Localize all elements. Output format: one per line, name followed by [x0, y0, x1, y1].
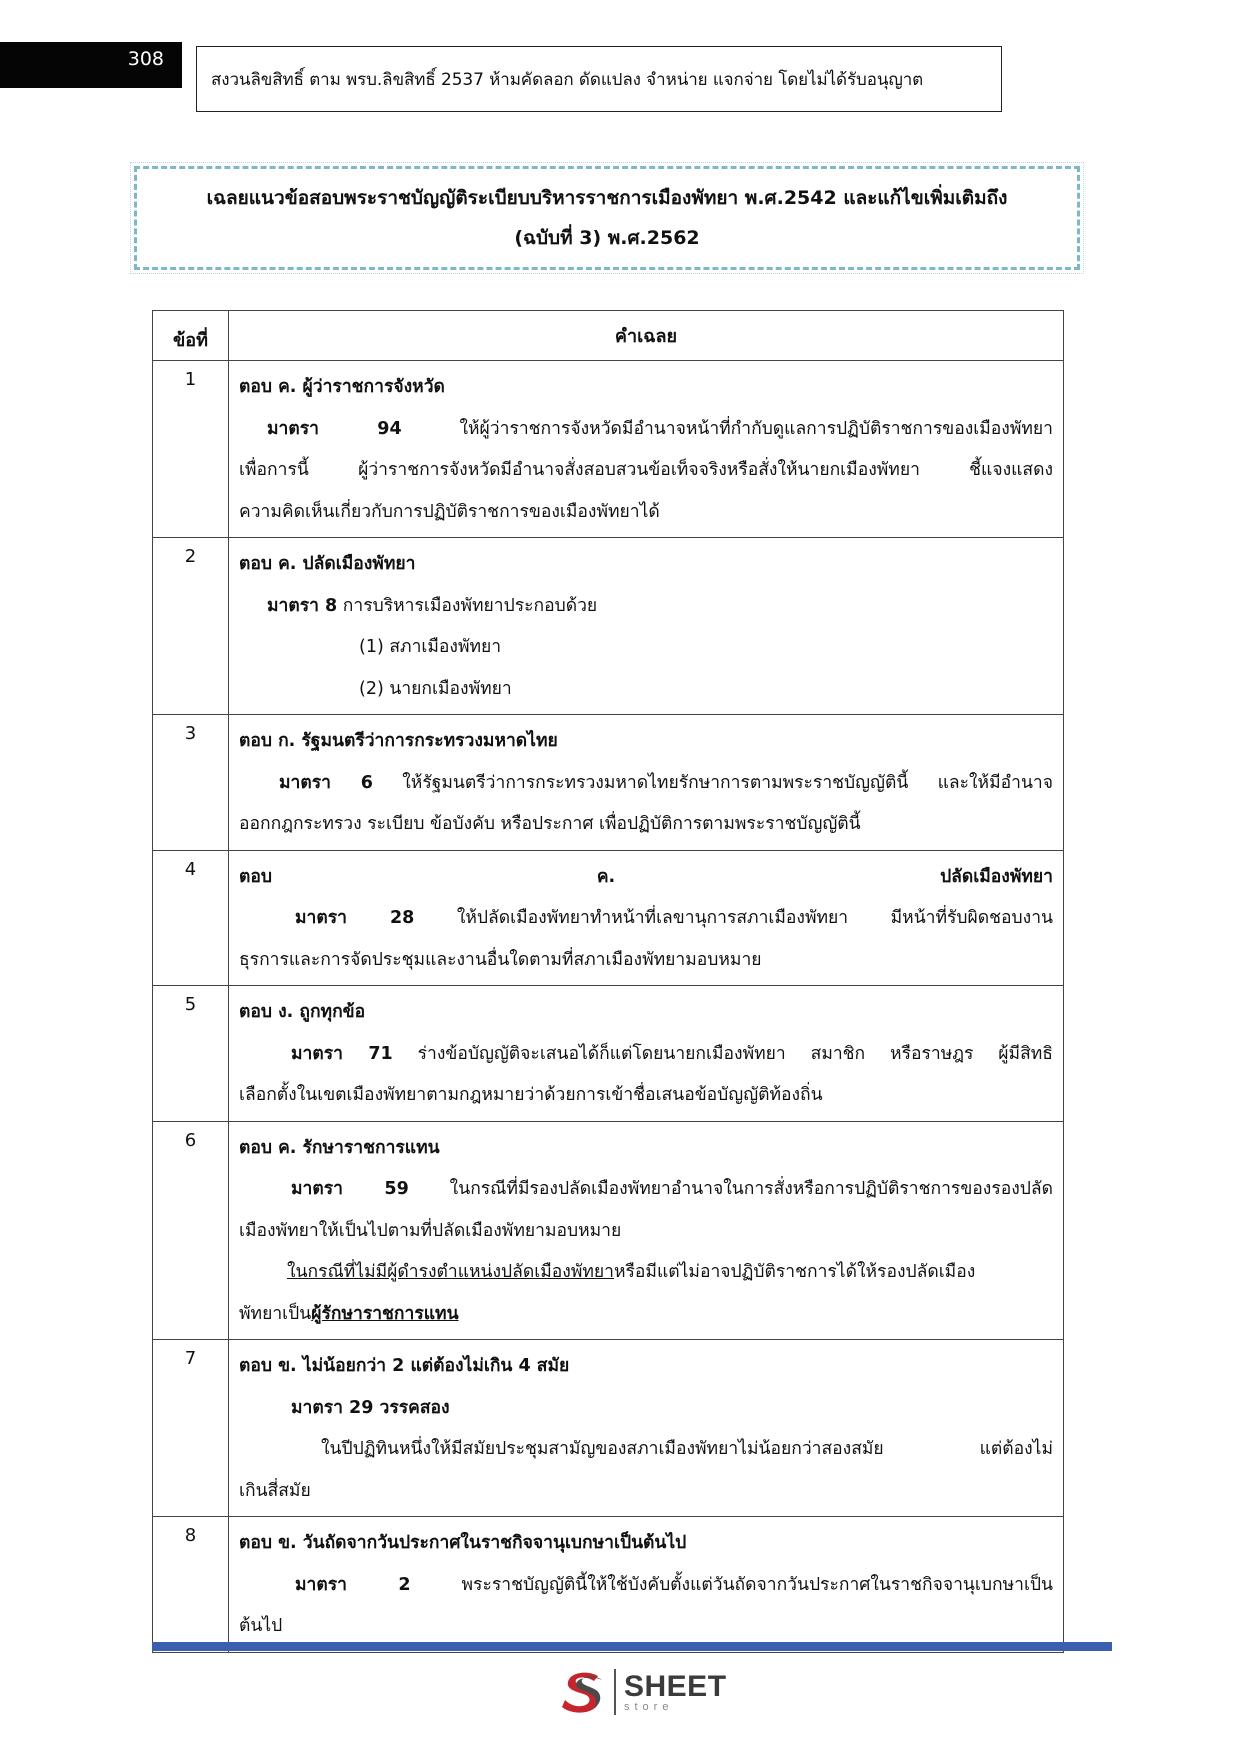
- law-text-line: เพื่อการนี้ ผู้ว่าราชการจังหวัดมีอำนาจสั่งสอบสวนข้อเท็จจริงหรือสั่งให้นายกเมืองพัทยา ชี้แจงแสดง: [239, 460, 1053, 480]
- law-text-line: ร่างข้อบัญญัติจะเสนอได้ก็แต่โดยนายกเมืองพัทยา สมาชิก หรือราษฎร ผู้มีสิทธิ: [392, 1043, 1053, 1064]
- answer-table: [152, 310, 1064, 1653]
- row-answer: [229, 361, 1064, 538]
- law-text-line: เกินสี่สมัย: [239, 1480, 311, 1501]
- answer-choice: ตอบ ค. ผู้ว่าราชการจังหวัด: [239, 377, 445, 397]
- table-row: [153, 850, 1064, 986]
- row-number: 5: [153, 986, 229, 1122]
- table-row: [153, 1121, 1064, 1340]
- answer-choice: ตอบ ค. รักษาราชการแทน: [239, 1137, 440, 1158]
- logo-divider: [614, 1669, 616, 1715]
- law-text-line: ธุรการและการจัดประชุมและงานอื่นใดตามที่สภาเมืองพัทยามอบหมาย: [239, 949, 762, 970]
- law-section: มาตรา 94: [267, 418, 402, 439]
- law-section: มาตรา 71: [291, 1043, 393, 1064]
- law-text-line: หรือมีแต่ไม่อาจปฏิบัติราชการได้ให้รองปลัดเมือง: [613, 1262, 976, 1282]
- law-text-line: ต้นไป: [239, 1616, 283, 1636]
- table-row: [153, 1340, 1064, 1517]
- law-text-line: ให้รัฐมนตรีว่าการกระทรวงมหาดไทยรักษาการตามพระราชบัญญัตินี้ และให้มีอำนาจ: [372, 772, 1053, 793]
- row-number: 8: [153, 1517, 229, 1653]
- row-answer: [229, 1121, 1064, 1340]
- row-number: 7: [153, 1340, 229, 1517]
- answer-choice-text: ตอบ ค. ปลัดเมืองพัทยา: [239, 866, 1053, 887]
- row-number: 3: [153, 715, 229, 851]
- law-list-item: (1) สภาเมืองพัทยา: [359, 637, 502, 657]
- law-text-line: พระราชบัญญัตินี้ให้ใช้บังคับตั้งแต่วันถัดจากวันประกาศในราชกิจจานุเบกษาเป็น: [410, 1574, 1053, 1595]
- row-answer: [229, 715, 1064, 851]
- sheet-store-logo: [558, 1666, 727, 1718]
- law-section: มาตรา 28: [295, 908, 415, 928]
- table-row: [153, 1517, 1064, 1653]
- law-text-line: ให้ปลัดเมืองพัทยาทำหน้าที่เลขานุการสภาเมืองพัทยา มีหน้าที่รับผิดชอบงาน: [414, 908, 1053, 928]
- underlined-text: ในกรณีที่ไม่มีผู้ดำรงตำแหน่งปลัดเมืองพัทยา: [287, 1262, 614, 1282]
- law-text-line: การบริหารเมืองพัทยาประกอบด้วย: [337, 595, 598, 616]
- row-number: 2: [153, 538, 229, 715]
- row-answer: [229, 1517, 1064, 1653]
- table-row: [153, 538, 1064, 715]
- header-answer: คำเฉลย: [229, 311, 1064, 361]
- title-frame: [134, 166, 1080, 270]
- law-text-line: ในกรณีที่มีรองปลัดเมืองพัทยาอำนาจในการสั่งหรือการปฏิบัติราชการของรองปลัด: [408, 1179, 1053, 1199]
- law-text: [239, 1252, 1053, 1294]
- footer-bar: [152, 1642, 1112, 1651]
- law-text: [239, 898, 1053, 940]
- law-section: มาตรา 59: [291, 1179, 409, 1199]
- law-text-line: เลือกตั้งในเขตเมืองพัทยาตามกฎหมายว่าด้วยการเข้าชื่อเสนอข้อบัญญัติท้องถิ่น: [239, 1085, 823, 1105]
- law-text: [239, 1294, 1053, 1336]
- answer-choice: [239, 857, 1053, 899]
- law-text-line: ให้ผู้ว่าราชการจังหวัดมีอำนาจหน้าที่กำกับดูแลการปฏิบัติราชการของเมืองพัทยา: [401, 418, 1053, 439]
- answer-choice: ตอบ ก. รัฐมนตรีว่าการกระทรวงมหาดไทย: [239, 731, 558, 751]
- law-section: มาตรา 2: [295, 1574, 411, 1595]
- row-number: 6: [153, 1121, 229, 1340]
- law-text-line: ออกกฎกระทรวง ระเบียบ ข้อบังคับ หรือประกาศ เพื่อปฏิบัติการตามพระราชบัญญัตินี้: [239, 814, 861, 834]
- row-number: 1: [153, 361, 229, 538]
- answer-choice: ตอบ ค. ปลัดเมืองพัทยา: [239, 554, 416, 574]
- row-answer: [229, 1340, 1064, 1517]
- law-section: มาตรา 6: [279, 772, 373, 793]
- table-header-row: [153, 311, 1064, 361]
- law-text: [239, 1169, 1053, 1211]
- law-text-line: พัทยาเป็น: [239, 1303, 312, 1324]
- law-text-line: เมืองพัทยาให้เป็นไปตามที่ปลัดเมืองพัทยามอบหมาย: [239, 1220, 622, 1241]
- page-number: 308: [127, 48, 164, 70]
- law-section: มาตรา 29 วรรคสอง: [291, 1397, 450, 1418]
- law-text: [239, 763, 1053, 805]
- law-text: [239, 586, 1053, 628]
- logo-text: [624, 1669, 727, 1713]
- law-text-line: ความคิดเห็นเกี่ยวกับการปฏิบัติราชการของเมืองพัทยาได้: [239, 501, 660, 522]
- answer-choice: ตอบ ง. ถูกทุกข้อ: [239, 1002, 366, 1022]
- row-answer: [229, 986, 1064, 1122]
- answer-choice: ตอบ ข. ไม่น้อยกว่า 2 แต่ต้องไม่เกิน 4 สมัย: [239, 1356, 570, 1376]
- row-number: 4: [153, 850, 229, 986]
- table-row: [153, 986, 1064, 1122]
- title-line-1: เฉลยแนวข้อสอบพระราชบัญญัติระเบียบบริหารราชการเมืองพัทยา พ.ศ.2542 และแก้ไขเพิ่มเติมถึง: [206, 187, 1008, 209]
- row-answer: [229, 538, 1064, 715]
- law-section: มาตรา 8: [267, 595, 338, 616]
- title-line-2: (ฉบับที่ 3) พ.ศ.2562: [514, 227, 700, 249]
- answer-choice: ตอบ ข. วันถัดจากวันประกาศในราชกิจจานุเบกษาเป็นต้นไป: [239, 1533, 687, 1553]
- law-text: [239, 1565, 1053, 1607]
- copyright-text: สงวนลิขสิทธิ์ ตาม พรบ.ลิขสิทธิ์ 2537 ห้ามคัดลอก ดัดแปลง จำหน่าย แจกจ่าย โดยไม่ได้รับอนุญาต: [211, 69, 924, 90]
- emphasized-text: ผู้รักษาราชการแทน: [311, 1303, 459, 1324]
- header-number: ข้อที่: [153, 311, 229, 361]
- law-text-line: ในปีปฏิทินหนึ่งให้มีสมัยประชุมสามัญของสภาเมืองพัทยาไม่น้อยกว่าสองสมัย แต่ต้องไม่: [321, 1439, 1053, 1459]
- law-text: [239, 1034, 1053, 1076]
- copyright-notice: [196, 46, 1002, 112]
- law-text: [239, 409, 1053, 451]
- row-answer: [229, 850, 1064, 986]
- page-number-box: [0, 42, 182, 88]
- table-row: [153, 715, 1064, 851]
- logo-main-text: SHEET: [624, 1669, 727, 1703]
- logo-sub-text: store: [624, 1700, 674, 1713]
- table-row: [153, 361, 1064, 538]
- sheet-s-logo-icon: [558, 1667, 608, 1717]
- law-list-item: (2) นายกเมืองพัทยา: [359, 678, 512, 699]
